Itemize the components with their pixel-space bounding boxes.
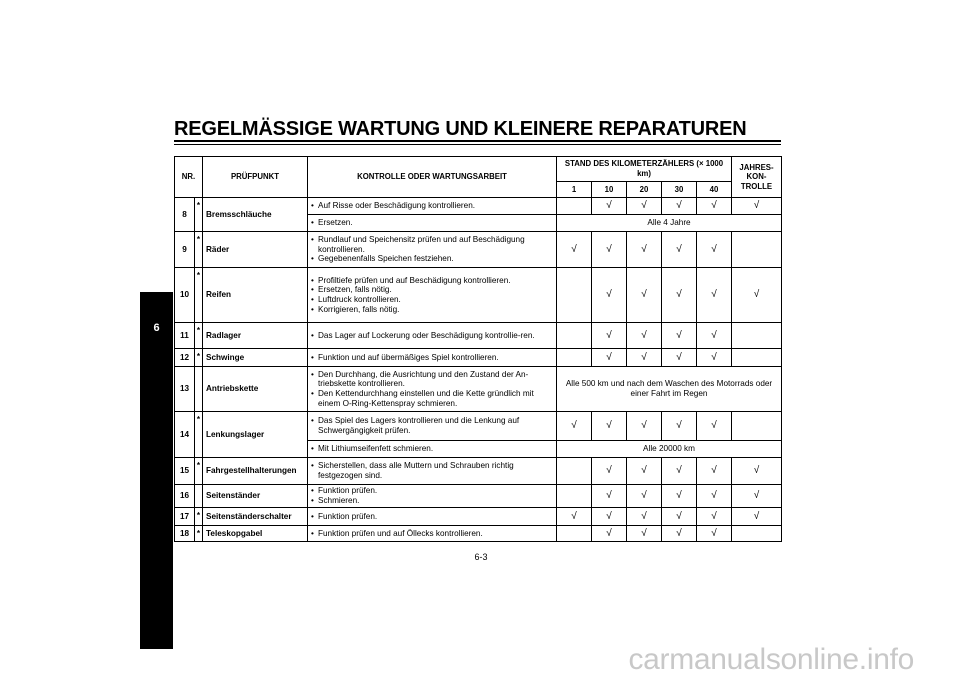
check-item: Schwinge [203,349,308,367]
check-item: Antriebskette [203,367,308,412]
row-number: 15 [175,458,195,485]
check-item: Lenkungslager [203,412,308,458]
check-mark: √ [662,485,697,508]
row-number: 13 [175,367,195,412]
row-number: 10 [175,268,195,323]
check-mark: √ [592,198,627,215]
check-mark: √ [627,323,662,349]
empty-check-cell [557,198,592,215]
check-item: Reifen [203,268,308,323]
check-mark: √ [627,508,662,526]
check-mark: √ [627,349,662,367]
task-text [308,323,557,349]
check-mark: √ [627,268,662,323]
check-mark: √ [592,412,627,441]
check-mark: √ [627,198,662,215]
check-item: Seitenständerschalter [203,508,308,526]
annual-check-mark: √ [732,198,782,215]
task-bullet: • Funktion und auf übermäßiges Spiel kontrollieren. [311,353,499,363]
task-text [308,441,557,458]
check-mark: √ [697,349,732,367]
asterisk-marker [195,367,203,412]
title-rule-thin [174,144,781,145]
annual-check-mark: √ [732,485,782,508]
task-list [311,461,553,480]
check-mark: √ [557,508,592,526]
check-mark: √ [662,323,697,349]
row-number: 14 [175,412,195,458]
check-mark: √ [697,485,732,508]
check-mark: √ [697,232,732,268]
task-text [308,485,557,508]
check-mark: √ [592,458,627,485]
task-list [311,235,553,264]
header-nr: NR. [175,157,203,198]
empty-annual-cell [732,412,782,441]
check-mark: √ [662,458,697,485]
row-number: 18 [175,526,195,542]
check-mark: √ [627,412,662,441]
check-mark: √ [697,412,732,441]
check-item: Seitenständer [203,485,308,508]
row-number: 8 [175,198,195,232]
task-text [308,458,557,485]
task-list [311,331,535,341]
empty-annual-cell [732,349,782,367]
interval-span: Alle 20000 km [557,441,782,458]
asterisk-marker: * [195,232,203,268]
check-mark: √ [697,526,732,542]
task-bullet: • Den Kettendurchhang einstellen und die Kette gründlich mit einem O-Ring-Kettenspray schmieren. [311,389,553,408]
task-bullet: • Das Lager auf Lockerung oder Beschädigung kontrollie-ren. [311,331,535,341]
check-mark: √ [592,268,627,323]
task-bullet: • Funktion prüfen und auf Öllecks kontrollieren. [311,529,483,539]
task-text [308,508,557,526]
empty-annual-cell [732,232,782,268]
task-list [311,370,553,408]
empty-check-cell [557,526,592,542]
check-mark: √ [662,508,697,526]
check-item: Räder [203,232,308,268]
task-bullet: • Ersetzen, falls nötig. [311,285,511,295]
task-list [311,416,553,435]
empty-check-cell [557,458,592,485]
task-list [311,201,475,211]
check-mark: √ [697,508,732,526]
empty-check-cell [557,485,592,508]
task-text [308,268,557,323]
task-bullet: • Das Spiel des Lagers kontrollieren und die Lenkung auf Schwergängigkeit prüfen. [311,416,553,435]
asterisk-marker: * [195,458,203,485]
annual-check-mark: √ [732,508,782,526]
row-number: 16 [175,485,195,508]
watermark: carmanualsonline.info [628,643,914,676]
task-list [311,529,483,539]
empty-annual-cell [732,323,782,349]
check-mark: √ [662,198,697,215]
task-list [311,512,377,522]
check-mark: √ [627,232,662,268]
task-bullet: • Mit Lithiumseifenfett schmieren. [311,444,433,454]
header-km-1: 1 [557,182,592,198]
maintenance-table [174,156,782,542]
row-number: 12 [175,349,195,367]
annual-check-mark: √ [732,458,782,485]
interval-span: Alle 500 km und nach dem Waschen des Motorrads oder einer Fahrt im Regen [557,367,782,412]
interval-span: Alle 4 Jahre [557,215,782,232]
check-mark: √ [662,349,697,367]
check-mark: √ [592,485,627,508]
check-mark: √ [697,198,732,215]
task-bullet: • Den Durchhang, die Ausrichtung und den Zustand der An-triebskette kontrollieren. [311,370,553,389]
check-mark: √ [697,268,732,323]
header-km-10: 10 [592,182,627,198]
header-km-20: 20 [627,182,662,198]
check-item: Radlager [203,323,308,349]
page-number: 6-3 [474,552,488,562]
title-rule-thick [174,140,781,142]
check-mark: √ [592,508,627,526]
check-mark: √ [592,323,627,349]
check-item: Bremsschläuche [203,198,308,232]
task-text [308,215,557,232]
check-item: Fahrgestellhalterungen [203,458,308,485]
asterisk-marker: * [195,198,203,232]
task-bullet: • Funktion prüfen. [311,486,377,496]
task-list [311,276,511,314]
header-km-30: 30 [662,182,697,198]
task-bullet: • Gegebenenfalls Speichen festziehen. [311,254,553,264]
task-bullet: • Auf Risse oder Beschädigung kontrollieren. [311,201,475,211]
task-bullet: • Sicherstellen, dass alle Muttern und Schrauben richtig festgezogen sind. [311,461,553,480]
header-annual: JAHRES-KON-TROLLE [732,157,782,198]
asterisk-marker: * [195,526,203,542]
task-bullet: • Schmieren. [311,496,377,506]
task-bullet: • Rundlauf und Speichensitz prüfen und auf Beschädigung kontrollieren. [311,235,553,254]
check-mark: √ [592,232,627,268]
check-mark: √ [627,526,662,542]
chapter-number: 6 [153,322,160,334]
check-mark: √ [557,412,592,441]
empty-annual-cell [732,526,782,542]
task-bullet: • Korrigieren, falls nötig. [311,305,511,315]
check-mark: √ [697,323,732,349]
asterisk-marker: * [195,508,203,526]
asterisk-marker: * [195,349,203,367]
check-mark: √ [662,268,697,323]
empty-check-cell [557,349,592,367]
header-odometer: STAND DES KILOMETERZÄHLERS (× 1000 km) [557,157,732,182]
check-mark: √ [592,349,627,367]
check-mark: √ [662,412,697,441]
check-mark: √ [557,232,592,268]
task-text [308,232,557,268]
task-text [308,367,557,412]
page-title: REGELMÄSSIGE WARTUNG UND KLEINERE REPARATUREN [174,118,747,140]
task-bullet: • Ersetzen. [311,218,353,228]
header-km-40: 40 [697,182,732,198]
annual-check-mark: √ [732,268,782,323]
asterisk-marker: * [195,412,203,458]
check-item: Teleskopgabel [203,526,308,542]
chapter-tab [140,292,173,649]
task-bullet: • Funktion prüfen. [311,512,377,522]
row-number: 11 [175,323,195,349]
asterisk-marker [195,485,203,508]
task-list [311,353,499,363]
empty-check-cell [557,323,592,349]
task-bullet: • Profiltiefe prüfen und auf Beschädigung kontrollieren. [311,276,511,286]
header-item: PRÜFPUNKT [203,157,308,198]
check-mark: √ [627,485,662,508]
task-list [311,444,433,454]
row-number: 17 [175,508,195,526]
task-text [308,526,557,542]
header-work: KONTROLLE ODER WARTUNGSARBEIT [308,157,557,198]
asterisk-marker: * [195,268,203,323]
asterisk-marker: * [195,323,203,349]
task-text [308,198,557,215]
check-mark: √ [627,458,662,485]
task-text [308,349,557,367]
task-list [311,486,377,505]
check-mark: √ [662,232,697,268]
task-list [311,218,353,228]
empty-check-cell [557,268,592,323]
task-bullet: • Luftdruck kontrollieren. [311,295,511,305]
check-mark: √ [697,458,732,485]
task-text [308,412,557,441]
check-mark: √ [662,526,697,542]
row-number: 9 [175,232,195,268]
check-mark: √ [592,526,627,542]
